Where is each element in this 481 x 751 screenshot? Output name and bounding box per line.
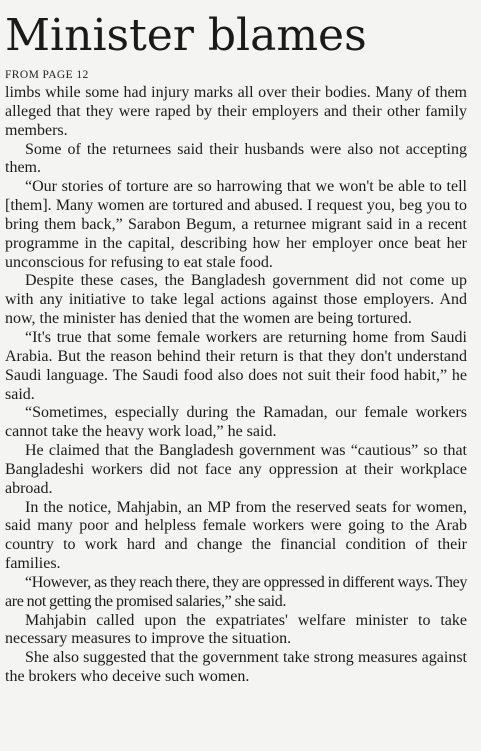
- paragraph: “However, as they reach there, they are oppressed in different ways. They are not getting the promised salaries,” she said.: [5, 573, 467, 610]
- paragraph: “Our stories of torture are so harrowing that we won't be able to tell [them]. Many women are tortured and abused. I request you, beg you to bring them back,” Sarabon Begum, a returnee migrant said in a recent programme in the capital, describing how her employer once beat her unconscious for refusing to eat stale food.: [5, 178, 467, 271]
- paragraph: Some of the returnees said their husbands were also not accepting them.: [5, 140, 467, 177]
- continued-from-label: FROM PAGE 12: [5, 69, 89, 81]
- article-body: [5, 84, 467, 687]
- paragraph: Despite these cases, the Bangladesh government did not come up with any initiative to take legal actions against those employers. And now, the minister has denied that the women are being tortured.: [5, 272, 467, 328]
- paragraph: She also suggested that the government take strong measures against the brokers who deceive such women.: [5, 649, 467, 686]
- paragraph: “Sometimes, especially during the Ramadan, our female workers cannot take the heavy work load,” he said.: [5, 404, 467, 441]
- paragraph: Mahjabin called upon the expatriates' welfare minister to take necessary measures to improve the situation.: [5, 611, 467, 648]
- paragraph: He claimed that the Bangladesh government was “cautious” so that Bangladeshi workers did not face any oppression at their workplace abroad.: [5, 442, 467, 497]
- paragraph: limbs while some had injury marks all over their bodies. Many of them alleged that they were raped by their employers and their other family members.: [5, 84, 467, 139]
- headline: Minister blames: [5, 10, 367, 61]
- paragraph: “It's true that some female workers are returning home from Saudi Arabia. But the reason behind their return is that they don't understand Saudi language. The Saudi food also does not suit their food habit,” he said.: [5, 328, 467, 403]
- paragraph: In the notice, Mahjabin, an MP from the reserved seats for women, said many poor and helpless female workers were going to the Arab country to work hard and change the financial condition of their families.: [5, 498, 467, 573]
